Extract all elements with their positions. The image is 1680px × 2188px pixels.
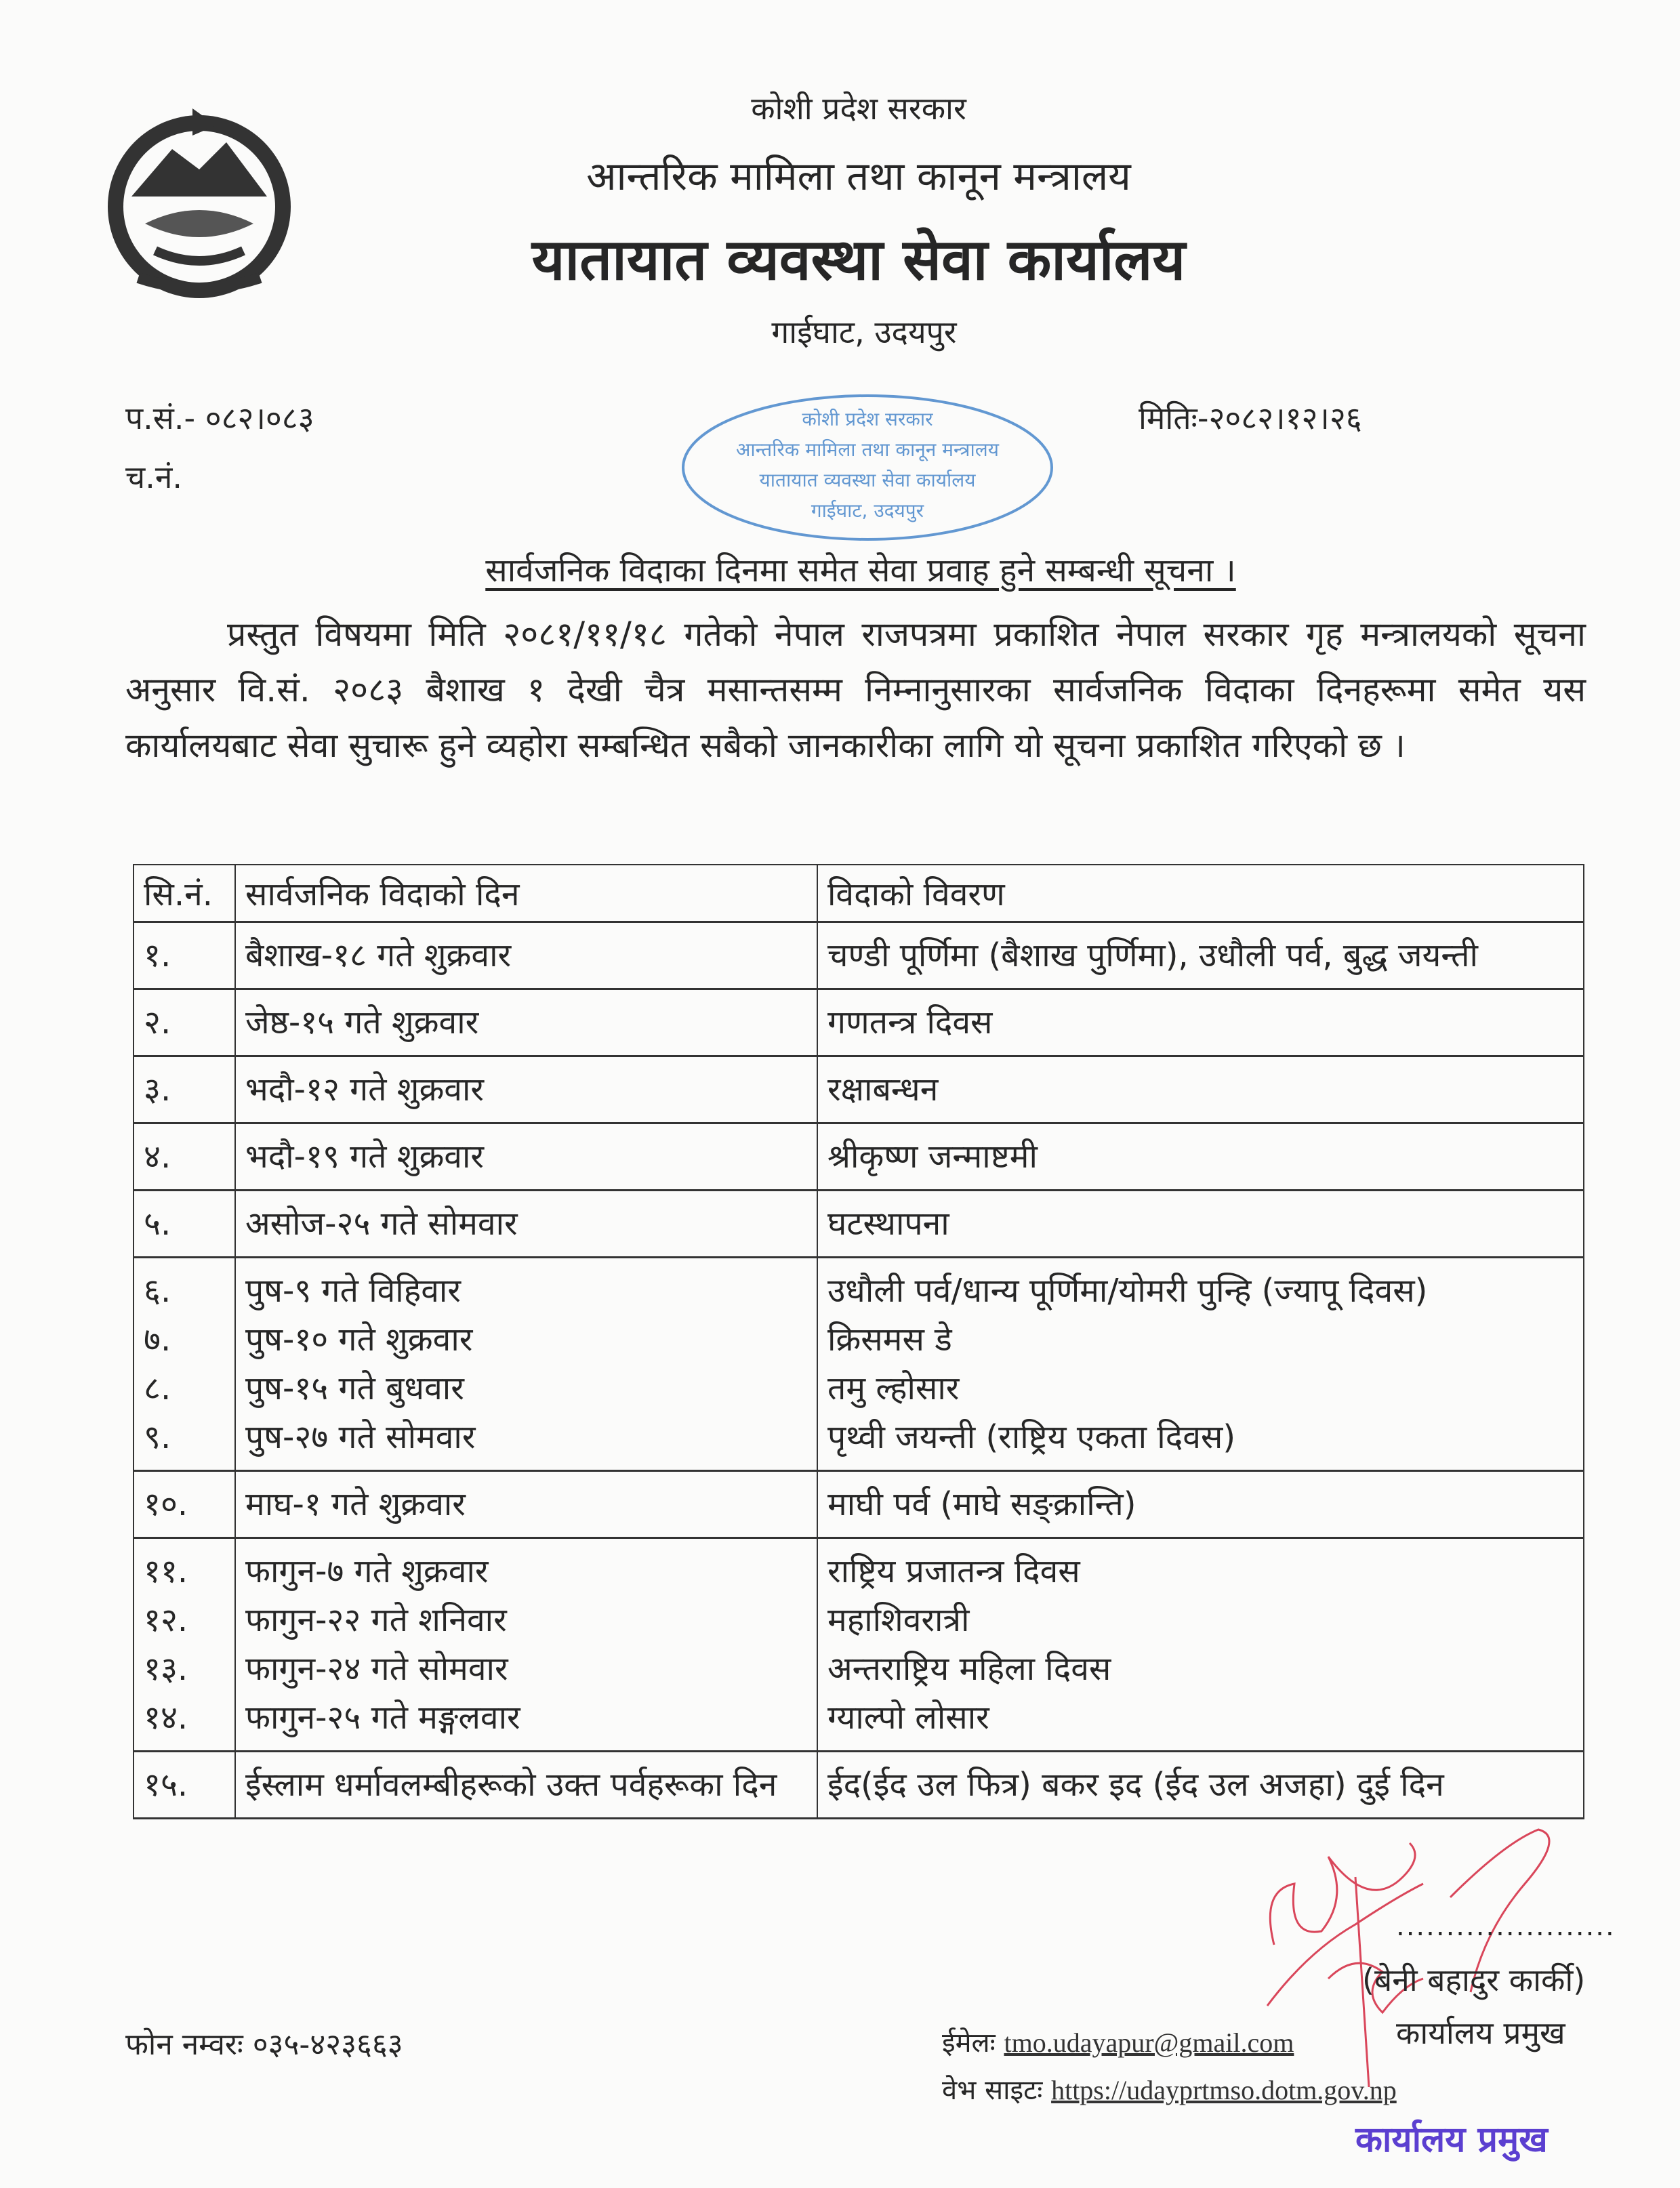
email-label: ईमेलः xyxy=(942,2027,996,2059)
table-row xyxy=(134,1538,1584,1596)
table-row xyxy=(134,1315,1584,1364)
phone-number: ०३५-४२३६६३ xyxy=(252,2027,403,2062)
cell-serial: ११. xyxy=(134,1538,235,1596)
cell-holiday-description: ग्याल्पो लोसार xyxy=(817,1693,1584,1752)
cell-holiday-date: बैशाख-१८ गते शुक्रवार xyxy=(235,922,817,989)
cell-serial: ६. xyxy=(134,1258,235,1316)
table-header-row xyxy=(134,865,1584,922)
cell-serial: ८. xyxy=(134,1364,235,1413)
table-row xyxy=(134,1364,1584,1413)
stamp-line-1: कोशी प्रदेश सरकार xyxy=(802,408,933,430)
footer-email xyxy=(942,2023,1294,2060)
table-row xyxy=(134,989,1584,1056)
notice-body: प्रस्तुत विषयमा मिति २०८१/११/१८ गतेको नेपाल राजपत्रमा प्रकाशित नेपाल सरकार गृह मन्त्रालयको सूचना अनुसार वि.सं. २०८३ बैशाख १ देखी चैत्र मसान्तसम्म निम्नानुसारका सार्वजनिक विदाका दिनहरूमा समेत यस कार्यालयबाट सेवा सुचारू हुने व्यहोरा सम्बन्धित सबैको जानकारीका लागि यो सूचना प्रकाशित गरिएको छ । xyxy=(125,615,1586,765)
signatory-name: (बेनी बहादुर कार्की) xyxy=(1362,1962,1586,1998)
cell-serial: ५. xyxy=(134,1191,235,1258)
reference-number: प.सं.- ०८२।०८३ xyxy=(125,400,314,436)
website-link[interactable]: https://udayprtmso.dotm.gov.np xyxy=(1051,2075,1397,2105)
cell-serial: ३. xyxy=(134,1056,235,1123)
cell-holiday-date: माघ-१ गते शुक्रवार xyxy=(235,1471,817,1538)
government-name: कोशी प्रदेश सरकार xyxy=(751,90,966,127)
cell-serial: २. xyxy=(134,989,235,1056)
cell-serial: १३. xyxy=(134,1645,235,1693)
footer-website xyxy=(942,2070,1397,2107)
office-name: यातायात व्यवस्था सेवा कार्यालय xyxy=(531,226,1186,293)
cell-holiday-date: पुष-९ गते विहिवार xyxy=(235,1258,817,1316)
cell-holiday-description: गणतन्त्र दिवस xyxy=(817,989,1584,1056)
cell-serial: १०. xyxy=(134,1471,235,1538)
cell-holiday-date: असोज-२५ गते सोमवार xyxy=(235,1191,817,1258)
signature-line: ...................... xyxy=(1396,1911,1616,1942)
cell-serial: १५. xyxy=(134,1752,235,1819)
table-row xyxy=(134,1693,1584,1752)
ministry-name: आन्तरिक मामिला तथा कानून मन्त्रालय xyxy=(586,153,1131,199)
table-row xyxy=(134,922,1584,989)
holiday-table-body xyxy=(134,922,1584,1819)
phone-label: फोन नम्वरः xyxy=(125,2027,243,2062)
footer-phone xyxy=(125,2023,403,2063)
cell-holiday-date: ईस्लाम धर्मावलम्बीहरूको उक्त पर्वहरूका दिन xyxy=(235,1752,817,1819)
table-row xyxy=(134,1596,1584,1645)
cell-holiday-description: अन्तराष्ट्रिय महिला दिवस xyxy=(817,1645,1584,1693)
table-row xyxy=(134,1123,1584,1191)
office-round-stamp xyxy=(678,393,1057,542)
cell-holiday-description: उधौली पर्व/धान्य पूर्णिमा/योमरी पुन्हि (ज्यापू दिवस) xyxy=(817,1258,1584,1316)
table-row xyxy=(134,1413,1584,1471)
dispatch-number: च.नं. xyxy=(125,459,182,495)
cell-holiday-date: पुष-१५ गते बुधवार xyxy=(235,1364,817,1413)
website-label: वेभ साइटः xyxy=(942,2075,1043,2106)
title-stamp: कार्यालय प्रमुख xyxy=(1355,2120,1548,2160)
office-location: गाईघाट, उदयपुर xyxy=(771,314,957,350)
cell-serial: ४. xyxy=(134,1123,235,1191)
cell-holiday-date: पुष-२७ गते सोमवार xyxy=(235,1413,817,1471)
holiday-table xyxy=(133,864,1584,1819)
cell-holiday-description: चण्डी पूर्णिमा (बैशाख पुर्णिमा), उधौली पर्व, बुद्ध जयन्ती xyxy=(817,922,1584,989)
cell-holiday-description: पृथ्वी जयन्ती (राष्ट्रिय एकता दिवस) xyxy=(817,1413,1584,1471)
header-holiday-description: विदाको विवरण xyxy=(817,865,1584,922)
cell-holiday-description: ईद(ईद उल फित्र) बकर इद (ईद उल अजहा) दुई दिन xyxy=(817,1752,1584,1819)
signatory-title: कार्यालय प्रमुख xyxy=(1396,2015,1565,2051)
cell-holiday-date: फागुन-२२ गते शनिवार xyxy=(235,1596,817,1645)
stamp-line-2: आन्तरिक मामिला तथा कानून मन्त्रालय xyxy=(736,438,999,461)
stamp-line-3: यातायात व्यवस्था सेवा कार्यालय xyxy=(759,469,976,491)
table-row xyxy=(134,1056,1584,1123)
email-link[interactable]: tmo.udayapur@gmail.com xyxy=(1004,2027,1294,2058)
table-row xyxy=(134,1258,1584,1316)
cell-serial: ९. xyxy=(134,1413,235,1471)
nepal-emblem-logo xyxy=(91,95,308,305)
cell-holiday-date: फागुन-२४ गते सोमवार xyxy=(235,1645,817,1693)
table-row xyxy=(134,1645,1584,1693)
cell-holiday-date: भदौ-१९ गते शुक्रवार xyxy=(235,1123,817,1191)
cell-holiday-description: राष्ट्रिय प्रजातन्त्र दिवस xyxy=(817,1538,1584,1596)
cell-holiday-description: श्रीकृष्ण जन्माष्टमी xyxy=(817,1123,1584,1191)
cell-serial: १४. xyxy=(134,1693,235,1752)
cell-holiday-date: पुष-१० गते शुक्रवार xyxy=(235,1315,817,1364)
cell-holiday-description: घटस्थापना xyxy=(817,1191,1584,1258)
notice-subject: सार्वजनिक विदाका दिनमा समेत सेवा प्रवाह हुने सम्बन्धी सूचना । xyxy=(485,552,1236,590)
cell-holiday-date: फागुन-२५ गते मङ्गलवार xyxy=(235,1693,817,1752)
cell-serial: ७. xyxy=(134,1315,235,1364)
cell-holiday-description: क्रिसमस डे xyxy=(817,1315,1584,1364)
cell-holiday-date: जेष्ठ-१५ गते शुक्रवार xyxy=(235,989,817,1056)
header-serial: सि.नं. xyxy=(134,865,235,922)
cell-holiday-description: माघी पर्व (माघे सङ्क्रान्ति) xyxy=(817,1471,1584,1538)
cell-holiday-date: फागुन-७ गते शुक्रवार xyxy=(235,1538,817,1596)
table-row xyxy=(134,1191,1584,1258)
cell-holiday-description: तमु ल्होसार xyxy=(817,1364,1584,1413)
cell-holiday-description: महाशिवरात्री xyxy=(817,1596,1584,1645)
document-date: मितिः-२०८२।१२।२६ xyxy=(1139,400,1362,436)
table-row xyxy=(134,1471,1584,1538)
table-row xyxy=(134,1752,1584,1819)
cell-serial: १. xyxy=(134,922,235,989)
cell-serial: १२. xyxy=(134,1596,235,1645)
header-holiday-date: सार्वजनिक विदाको दिन xyxy=(235,865,817,922)
cell-holiday-date: भदौ-१२ गते शुक्रवार xyxy=(235,1056,817,1123)
stamp-line-4: गाईघाट, उदयपुर xyxy=(811,499,924,522)
cell-holiday-description: रक्षाबन्धन xyxy=(817,1056,1584,1123)
